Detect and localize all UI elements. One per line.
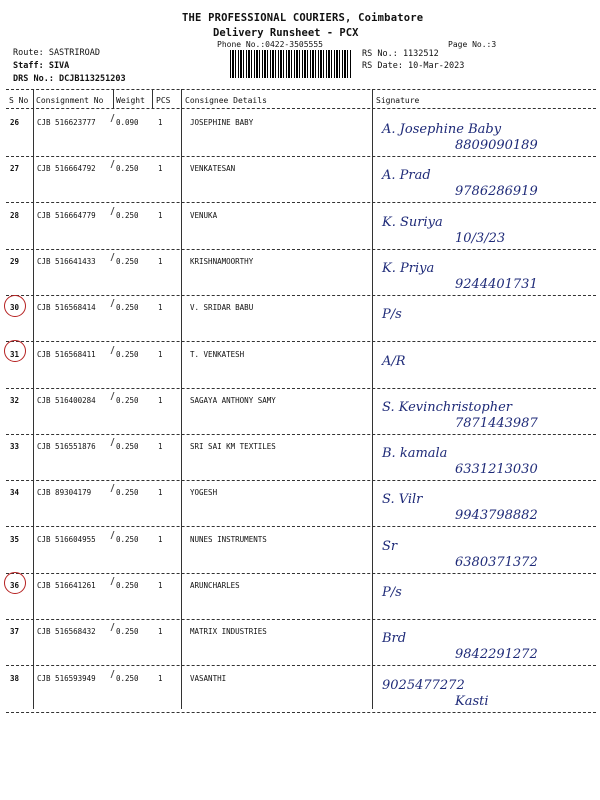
row-weight: 0.250 — [116, 211, 139, 220]
row-sno: 27 — [10, 164, 20, 173]
row-pcs: 1 — [158, 674, 163, 683]
row-pcs: 1 — [158, 257, 163, 266]
row-weight: 0.250 — [116, 581, 139, 590]
row-consignment-no: CJB 516593949 — [37, 674, 96, 683]
row-consignment-no: CJB 516664792 — [37, 164, 96, 173]
row-consignment-no: CJB 516400284 — [37, 396, 96, 405]
row-weight: 0.250 — [116, 303, 139, 312]
row-weight: 0.250 — [116, 674, 139, 683]
row-consignee: ARUNCHARLES — [190, 581, 240, 590]
company-name: THE PROFESSIONAL COURIERS, Coimbatore — [182, 12, 424, 24]
row-consignment-no: CJB 516604955 — [37, 535, 96, 544]
row-weight: 0.250 — [116, 488, 139, 497]
row-pcs: 1 — [158, 211, 163, 220]
row-weight: 0.250 — [116, 164, 139, 173]
row-consignee: T. VENKATESH — [190, 350, 245, 359]
row-divider — [6, 619, 596, 620]
row-signature: A. Josephine Baby — [382, 122, 502, 137]
row-divider — [6, 480, 596, 481]
row-consignee: V. SRIDAR BABU — [190, 303, 254, 312]
row-divider — [6, 665, 596, 666]
row-signature: P/s — [382, 307, 402, 322]
row-sno: 33 — [10, 442, 20, 451]
row-weight: 0.250 — [116, 350, 139, 359]
row-signature-note: 10/3/23 — [455, 231, 506, 246]
row-divider — [6, 712, 596, 713]
row-divider — [6, 434, 596, 435]
row-weight: 0.090 — [116, 118, 139, 127]
row-signature: A/R — [382, 354, 406, 369]
row-consignee: VASANTHI — [190, 674, 227, 683]
red-circle-mark — [4, 340, 26, 362]
row-consignment-no: CJB 516568411 — [37, 350, 96, 359]
row-sno: 38 — [10, 674, 20, 683]
row-consignee: VENUKA — [190, 211, 218, 220]
red-circle-mark — [4, 572, 26, 594]
staff-label: Staff: SIVA — [13, 61, 70, 71]
table-top-rule — [6, 89, 596, 90]
row-divider — [6, 156, 596, 157]
route-label: Route: SASTRIROAD — [13, 48, 100, 58]
header-bottom-rule — [6, 108, 596, 109]
row-weight: 0.250 — [116, 442, 139, 451]
row-divider — [6, 341, 596, 342]
row-divider — [6, 388, 596, 389]
row-signature: P/s — [382, 585, 402, 600]
row-divider — [6, 295, 596, 296]
col-header-signature: Signature — [376, 96, 420, 105]
col-header-pcs: PCS — [156, 96, 171, 105]
row-weight: 0.250 — [116, 535, 139, 544]
barcode-image — [230, 50, 352, 78]
row-consignee: VENKATESAN — [190, 164, 236, 173]
row-pcs: 1 — [158, 118, 163, 127]
row-signature: S. Vilr — [382, 492, 423, 507]
col-header-consignee: Consignee Details — [185, 96, 267, 105]
row-pcs: 1 — [158, 627, 163, 636]
row-consignee: MATRIX INDUSTRIES — [190, 627, 267, 636]
col-divider — [181, 89, 182, 709]
row-consignee: SRI SAI KM TEXTILES — [190, 442, 276, 451]
row-consignee: JOSEPHINE BABY — [190, 118, 254, 127]
row-weight: 0.250 — [116, 257, 139, 266]
row-sno: 29 — [10, 257, 20, 266]
row-consignment-no: CJB 516568414 — [37, 303, 96, 312]
row-signature: A. Prad — [382, 168, 431, 183]
row-pcs: 1 — [158, 535, 163, 544]
row-signature-note: Kasti — [455, 694, 489, 709]
row-signature: 9025477272 — [382, 678, 465, 693]
row-signature-note: 8809090189 — [455, 138, 538, 153]
phone-number: Phone No.:0422-3505555 — [217, 40, 323, 49]
row-signature: Sr — [382, 539, 398, 554]
row-consignment-no: CJB 516641433 — [37, 257, 96, 266]
row-signature: S. Kevinchristopher — [382, 400, 512, 415]
row-signature-note: 6331213030 — [455, 462, 538, 477]
row-consignee: KRISHNAMOORTHY — [190, 257, 254, 266]
row-sno: 26 — [10, 118, 20, 127]
row-divider — [6, 249, 596, 250]
row-sno: 37 — [10, 627, 20, 636]
row-divider — [6, 573, 596, 574]
row-pcs: 1 — [158, 488, 163, 497]
row-pcs: 1 — [158, 396, 163, 405]
row-signature-note: 9786286919 — [455, 184, 538, 199]
row-weight: 0.250 — [116, 627, 139, 636]
row-pcs: 1 — [158, 164, 163, 173]
red-circle-mark — [4, 295, 26, 317]
row-consignee: SAGAYA ANTHONY SAMY — [190, 396, 276, 405]
row-signature: K. Priya — [382, 261, 435, 276]
col-divider — [113, 89, 114, 109]
row-pcs: 1 — [158, 303, 163, 312]
row-signature-note: 6380371372 — [455, 555, 538, 570]
row-sno: 31 — [10, 350, 20, 359]
row-signature: Brd — [382, 631, 407, 646]
row-sno: 30 — [10, 303, 20, 312]
row-consignee: YOGESH — [190, 488, 218, 497]
row-pcs: 1 — [158, 581, 163, 590]
row-divider — [6, 202, 596, 203]
page-number: Page No.:3 — [448, 40, 497, 49]
col-divider — [372, 89, 373, 709]
row-sno: 28 — [10, 211, 20, 220]
row-consignee: NUNES INSTRUMENTS — [190, 535, 267, 544]
row-signature: B. kamala — [382, 446, 448, 461]
row-divider — [6, 526, 596, 527]
col-header-weight: Weight — [116, 96, 145, 105]
row-signature-note: 7871443987 — [455, 416, 538, 431]
row-consignment-no: CJB 516551876 — [37, 442, 96, 451]
row-signature-note: 9943798882 — [455, 508, 538, 523]
row-pcs: 1 — [158, 350, 163, 359]
col-header-sno: S No — [9, 96, 29, 105]
row-consignment-no: CJB 516623777 — [37, 118, 96, 127]
row-weight: 0.250 — [116, 396, 139, 405]
row-sno: 32 — [10, 396, 20, 405]
row-signature: K. Suriya — [382, 215, 443, 230]
row-sno: 34 — [10, 488, 20, 497]
row-sno: 35 — [10, 535, 20, 544]
document-title: Delivery Runsheet - PCX — [213, 27, 359, 39]
drs-number: DRS No.: DCJB113251203 — [13, 74, 126, 84]
col-divider — [152, 89, 153, 109]
col-divider — [33, 89, 34, 709]
row-consignment-no: CJB 89304179 — [37, 488, 92, 497]
row-consignment-no: CJB 516641261 — [37, 581, 96, 590]
row-sno: 36 — [10, 581, 20, 590]
row-consignment-no: CJB 516664779 — [37, 211, 96, 220]
row-signature-note: 9842291272 — [455, 647, 538, 662]
rs-number: RS No.: 1132512 — [362, 49, 439, 59]
col-header-consignment: Consignment No — [36, 96, 104, 105]
row-signature-note: 9244401731 — [455, 277, 538, 292]
rs-date: RS Date: 10-Mar-2023 — [362, 61, 465, 71]
row-pcs: 1 — [158, 442, 163, 451]
row-consignment-no: CJB 516568432 — [37, 627, 96, 636]
